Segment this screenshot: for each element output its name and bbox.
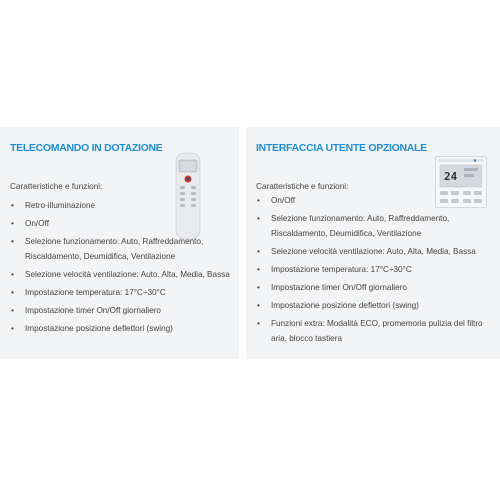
user-interface-feature-list — [256, 193, 496, 349]
bullet-icon: • — [257, 265, 260, 275]
bullet-icon: • — [257, 213, 260, 223]
bullet-icon: • — [11, 218, 14, 228]
remote-control-panel — [0, 127, 239, 359]
bullet-icon: • — [11, 236, 14, 246]
feature-item: • Funzioni extra: Modalità ECO, promemoria pulizia del filtro aria, blocco tastiera — [256, 316, 496, 347]
feature-item: • Selezione velocità ventilazione: Auto, Alta, Media, Bassa — [256, 244, 496, 260]
bullet-icon: • — [11, 270, 14, 280]
remote-control-intro: Caratteristiche e funzioni: — [10, 182, 103, 191]
user-interface-intro: Caratteristiche e funzioni: — [256, 182, 349, 191]
feature-item: • Retro-illuminazione — [10, 198, 230, 214]
bullet-icon: • — [257, 196, 260, 205]
user-interface-heading: INTERFACCIA UTENTE OPZIONALE — [256, 142, 427, 154]
feature-item: • Impostazione posizione deflettori (swing) — [10, 321, 230, 337]
bullet-icon: • — [257, 300, 260, 310]
bullet-icon: • — [257, 247, 260, 257]
feature-item: • Selezione funzionamento: Auto, Raffreddamento, Riscaldamento, Deumidifica, Ventilazione — [10, 234, 230, 265]
bullet-icon: • — [11, 305, 14, 315]
feature-item: • On/Off — [10, 216, 230, 232]
feature-item: • Impostazione temperatura: 17°C÷30°C — [10, 285, 230, 301]
bullet-icon: • — [257, 318, 260, 328]
feature-item: • On/Off — [256, 193, 496, 209]
feature-item: • Impostazione timer On/Off giornaliero — [256, 280, 496, 296]
bullet-icon: • — [11, 201, 14, 210]
feature-item: • Impostazione posizione deflettori (swing) — [256, 298, 496, 314]
bullet-icon: • — [11, 323, 14, 333]
feature-item: • Impostazione timer On/Off giornaliero — [10, 303, 230, 319]
bullet-icon: • — [257, 283, 260, 293]
feature-item: • Selezione velocità ventilazione: Auto, Alta, Media, Bassa — [10, 267, 230, 283]
keypad-display-value: 24 — [444, 170, 458, 183]
feature-item: • Impostazione temperatura: 17°C÷30°C — [256, 262, 496, 278]
bullet-icon: • — [11, 288, 14, 298]
remote-control-feature-list — [10, 198, 230, 339]
feature-item: • Selezione funzionamento: Auto, Raffreddamento, Riscaldamento, Deumidifica, Ventilazione — [256, 211, 496, 242]
user-interface-panel — [246, 127, 500, 359]
remote-control-heading: TELECOMANDO IN DOTAZIONE — [10, 142, 163, 154]
